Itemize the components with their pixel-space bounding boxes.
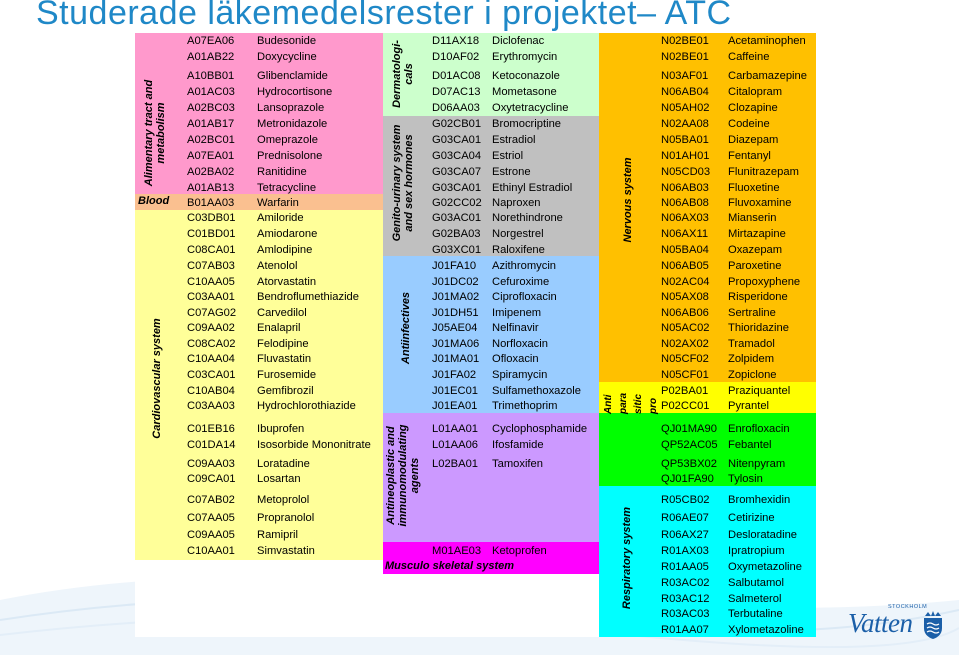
drug-name: Metoprolol [257,494,310,506]
drug-name: Raloxifene [492,244,545,256]
drug-name: Praziquantel [728,385,791,397]
atc-code: R03AC02 [661,577,710,589]
group-label-blood: Blood [138,195,170,207]
drug-name: Losartan [257,473,301,485]
drug-name: Ethinyl Estradiol [492,182,573,194]
drug-name: Prednisolone [257,150,323,162]
drug-name: Azithromycin [492,260,557,272]
drug-name: Ibuprofen [257,423,305,435]
atc-code: N02AA08 [661,118,709,130]
drug-name: Sertraline [728,307,776,319]
drug-name: Tramadol [728,338,775,350]
atc-code: A01AC03 [187,86,235,98]
atc-code: A07EA01 [187,150,235,162]
atc-code: C07AA05 [187,512,235,524]
atc-code: G03AC01 [432,212,482,224]
atc-code: R01AA07 [661,624,709,636]
drug-name: Enalapril [257,322,301,334]
drug-name: Desloratadine [728,529,798,541]
atc-code: R01AX03 [661,545,709,557]
drug-name: Ipratropium [728,545,785,557]
drug-name: Propoxyphene [728,276,801,288]
atc-code: J01FA10 [432,260,477,272]
drug-name: Felodipine [257,338,309,350]
atc-code: C10AA04 [187,353,235,365]
atc-code: C03AA03 [187,400,235,412]
drug-name: Tamoxifen [492,458,543,470]
atc-code: G02CB01 [432,118,482,130]
atc-code: N05AC02 [661,322,710,334]
drug-name: Sulfamethoxazole [492,385,581,397]
atc-code: C09CA01 [187,473,236,485]
atc-code: C10AB04 [187,385,235,397]
atc-code: A02BC01 [187,134,235,146]
atc-code: N06AB06 [661,307,709,319]
atc-code: C01DA14 [187,439,236,451]
atc-code: G03CA04 [432,150,482,162]
drug-name: Naproxen [492,197,541,209]
atc-code: N05CD03 [661,166,711,178]
atc-code: N02BE01 [661,35,709,47]
drug-name: Terbutaline [728,608,783,620]
drug-name: Cefuroxime [492,276,550,288]
atc-code: J01MA01 [432,353,480,365]
drug-name: Doxycycline [257,51,317,63]
atc-code: N06AB03 [661,182,709,194]
drug-name: Mianserin [728,212,777,224]
group-label-cardio: Cardiovascular system [151,318,163,439]
atc-code: C01BD01 [187,228,236,240]
drug-name: Glibenclamide [257,70,328,82]
atc-code: QP53BX02 [661,458,717,470]
atc-code: A01AB13 [187,182,235,194]
drug-name: Estriol [492,150,524,162]
drug-name: Ketoprofen [492,545,547,557]
atc-code: C03CA01 [187,369,236,381]
atc-code: A02BA02 [187,166,235,178]
atc-code: N01AH01 [661,150,710,162]
group-label-antiparasitic [601,383,661,443]
drug-name: Budesonide [257,35,317,47]
drug-name: Zopiclone [728,369,777,381]
atc-code: M01AE03 [432,545,482,557]
drug-name: Oxytetracycline [492,102,569,114]
atc-code: G03CA07 [432,166,482,178]
drug-name: Carbamazepine [728,70,807,82]
drug-name: Ketoconazole [492,70,560,82]
drug-name: Imipenem [492,307,542,319]
atc-code: A01AB22 [187,51,235,63]
atc-code: QJ01MA90 [661,423,717,435]
drug-name: Simvastatin [257,545,315,557]
atc-code: C07AG02 [187,307,237,319]
atc-code: J01EC01 [432,385,479,397]
atc-code: J01DC02 [432,276,479,288]
atc-code: J01EA01 [432,400,478,412]
atc-code: N05AH02 [661,102,710,114]
atc-code: N05BA01 [661,134,709,146]
drug-name: Bendroflumethiazide [257,291,359,303]
atc-code: G02CC02 [432,197,482,209]
drug-name: Salmeterol [728,593,782,605]
group-label-respiratory: Respiratory system [621,506,633,610]
drug-name: Spiramycin [492,369,548,381]
atc-code: C07AB02 [187,494,235,506]
atc-code: N06AB08 [661,197,709,209]
drug-name: Tetracycline [257,182,317,194]
atc-code: D07AC13 [432,86,481,98]
drug-name: Diazepam [728,134,779,146]
atc-code: N06AX03 [661,212,709,224]
atc-code: N03AF01 [661,70,709,82]
drug-name: Flunitrazepam [728,166,799,178]
atc-code: L01AA06 [432,439,479,451]
drug-name: Furosemide [257,369,317,381]
drug-name: Caffeine [728,51,770,63]
drug-name: Zolpidem [728,353,775,365]
atc-code: G03XC01 [432,244,482,256]
atc-code: A10BB01 [187,70,235,82]
drug-name: Hydrochlorothiazide [257,400,356,412]
drug-name: Nelfinavir [492,322,539,334]
drug-name: Gemfibrozil [257,385,314,397]
atc-code: L02BA01 [432,458,479,470]
drug-name: Oxazepam [728,244,783,256]
atc-code: N02AX02 [661,338,709,350]
drug-name: Citalopram [728,86,783,98]
drug-name: Mirtazapine [728,228,786,240]
crown-shield-icon [922,610,944,640]
drug-name: Atenolol [257,260,298,272]
atc-code: J01FA02 [432,369,477,381]
atc-code: A01AB17 [187,118,235,130]
drug-name: Febantel [728,439,772,451]
atc-code: N05BA04 [661,244,709,256]
drug-name: Carvedilol [257,307,307,319]
atc-code: D10AF02 [432,51,480,63]
drug-name: Hydrocortisone [257,86,333,98]
drug-name: Oxymetazoline [728,561,802,573]
atc-code: J05AE04 [432,322,478,334]
atc-code: C07AB03 [187,260,235,272]
group-label-derma: Dermatologi- cals [391,40,415,108]
atc-code: J01DH51 [432,307,479,319]
group-label-nervous: Nervous system [622,157,634,243]
vatten-logo [846,604,946,644]
atc-code: C09AA02 [187,322,235,334]
drug-name: Erythromycin [492,51,558,63]
atc-code: P02CC01 [661,400,710,412]
atc-code: R05CB02 [661,494,710,506]
group-label-genito: Genito-urinary system and sex hormones [391,124,415,242]
drug-name: Enrofloxacin [728,423,790,435]
atc-code: D11AX18 [432,35,480,47]
drug-name: Norethindrone [492,212,563,224]
atc-code: C09AA03 [187,458,235,470]
atc-code: C08CA01 [187,244,236,256]
drug-name: Estradiol [492,134,536,146]
atc-code: G02BA03 [432,228,481,240]
logo-word: Vatten [848,608,913,638]
drug-name: Xylometazoline [728,624,804,636]
drug-name: Norfloxacin [492,338,548,350]
drug-name: Paroxetine [728,260,782,272]
drug-name: Propranolol [257,512,315,524]
drug-name: Tylosin [728,473,763,485]
atc-code: R03AC12 [661,593,710,605]
atc-code: A07EA06 [187,35,235,47]
atc-code: N06AX11 [661,228,709,240]
atc-code: P02BA01 [661,385,709,397]
drug-name: Thioridazine [728,322,789,334]
drug-name: Clozapine [728,102,778,114]
drug-name: Pyrantel [728,400,770,412]
drug-name: Cetirizine [728,512,775,524]
drug-name: Isosorbide Mononitrate [257,439,371,451]
atc-code: QP52AC05 [661,439,718,451]
atc-code: D06AA03 [432,102,480,114]
atc-code: D01AC08 [432,70,481,82]
drug-name: Fluvastatin [257,353,312,365]
drug-name: Ciprofloxacin [492,291,557,303]
atc-code: C01EB16 [187,423,235,435]
atc-code: N06AB05 [661,260,709,272]
drug-name: Fentanyl [728,150,771,162]
group-label-antineoplastic: Antineoplastic and immunomodulating agents [385,424,421,527]
atc-code: B01AA03 [187,197,235,209]
drug-name: Risperidone [728,291,788,303]
drug-name: Nitenpyram [728,458,786,470]
drug-name: Diclofenac [492,35,545,47]
atc-code: N02AC04 [661,276,710,288]
atc-code: N06AB04 [661,86,709,98]
antiparasitic-label-text: Anti para sitic pro [603,392,659,414]
drug-name: Codeine [728,118,770,130]
drug-name: Fluvoxamine [728,197,792,209]
group-label-alimentary: Alimentary tract and metabolism [143,79,167,187]
drug-name: Amiloride [257,212,304,224]
atc-code: N02BE01 [661,51,709,63]
drug-name: Ofloxacin [492,353,539,365]
group-label-antiinfective: Antiinfectives [400,291,412,365]
drug-name: Ifosfamide [492,439,544,451]
drug-name: Metronidazole [257,118,328,130]
atc-code: R03AC03 [661,608,710,620]
page-title: Studerade läkemedelsrester i projektet– ATC [36,0,732,32]
atc-code: A02BC03 [187,102,235,114]
atc-code: N05CF01 [661,369,709,381]
atc-code: L01AA01 [432,423,479,435]
atc-code: G03CA01 [432,134,482,146]
atc-code: C03DB01 [187,212,236,224]
group-label-musculo: Musculo skeletal system [385,560,515,572]
atc-code: R01AA05 [661,561,709,573]
drug-name: Amiodarone [257,228,318,240]
drug-name: Trimethoprim [492,400,558,412]
drug-name: Omeprazole [257,134,318,146]
atc-code: C10AA05 [187,276,235,288]
drug-name: Cyclophosphamide [492,423,588,435]
atc-code: C10AA01 [187,545,235,557]
atc-code: C03AA01 [187,291,235,303]
atc-code: R06AX27 [661,529,709,541]
atc-code: C08CA02 [187,338,236,350]
atc-code: G03CA01 [432,182,482,194]
atc-code: N05CF02 [661,353,709,365]
atc-code: J01MA02 [432,291,480,303]
drug-name: Amlodipine [257,244,313,256]
drug-name: Acetaminophen [728,35,806,47]
atc-code: R06AE07 [661,512,709,524]
drug-name: Lansoprazole [257,102,325,114]
drug-name: Bromhexidin [728,494,791,506]
drug-name: Estrone [492,166,531,178]
drug-name: Fluoxetine [728,182,780,194]
drug-name: Atorvastatin [257,276,317,288]
drug-name: Ramipril [257,529,299,541]
atc-code: QJ01FA90 [661,473,714,485]
atc-code: J01MA06 [432,338,480,350]
drug-name: Loratadine [257,458,310,470]
atc-table [135,33,816,637]
drug-name: Mometasone [492,86,557,98]
atc-code: C09AA05 [187,529,235,541]
atc-code: N05AX08 [661,291,709,303]
drug-name: Norgestrel [492,228,544,240]
drug-name: Bromocriptine [492,118,562,130]
drug-name: Salbutamol [728,577,784,589]
drug-name: Warfarin [257,197,299,209]
logo-small-text: STOCKHOLM [888,604,928,610]
drug-name: Ranitidine [257,166,307,178]
